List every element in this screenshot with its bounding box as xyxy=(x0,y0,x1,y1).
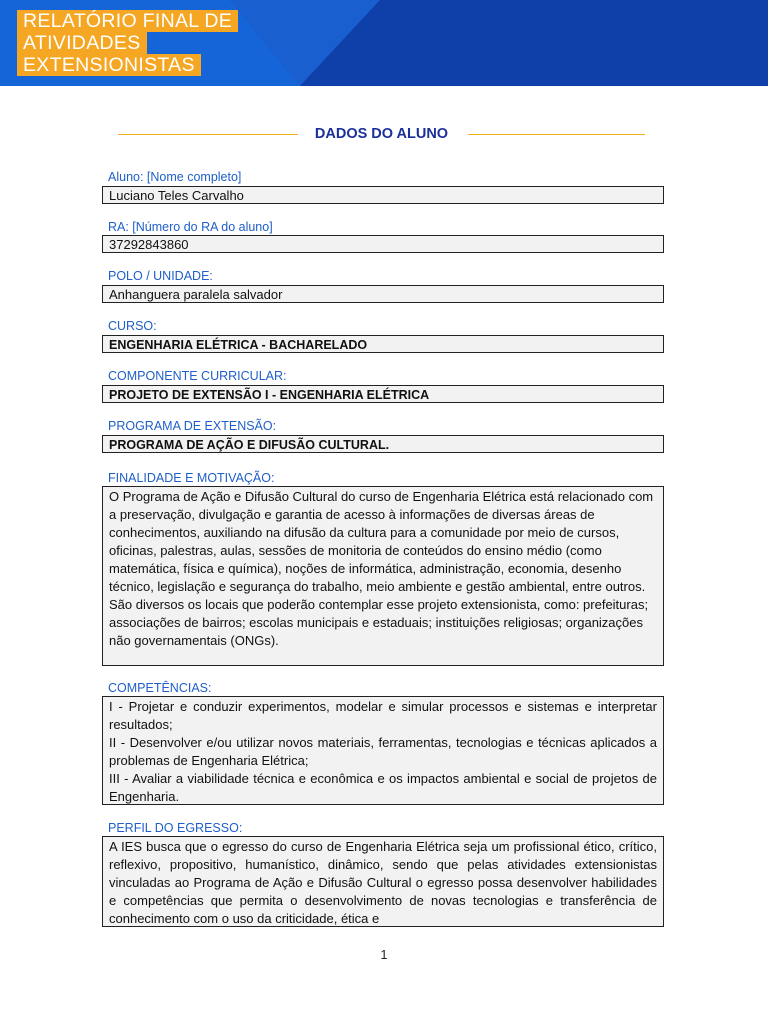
report-title-line-2: ATIVIDADES xyxy=(17,32,147,54)
polo-label: POLO / UNIDADE: xyxy=(108,269,213,283)
report-title-line-3: EXTENSIONISTAS xyxy=(17,54,201,76)
purpose-label: FINALIDADE E MOTIVAÇÃO: xyxy=(108,471,275,485)
report-title-line-1: RELATÓRIO FINAL DE xyxy=(17,10,238,32)
page-number: 1 xyxy=(380,948,388,962)
header-banner xyxy=(0,0,768,86)
ra-label: RA: [Número do RA do aluno] xyxy=(108,220,273,234)
graduate-profile-field: A IES busca que o egresso do curso de Engenharia Elétrica seja um profissional ético, crítico, reflexivo, propositivo, humanístico, dinâmico, sendo que pelas atividades extensionistas vinculadas ao Programa de Ação e Difusão Cultural o egresso possa desenvolver habilidades e competências que permita o desenvolvimento de novas tecnologias e transferência de conhecimento com o uso da criticidade, ética e xyxy=(102,836,664,927)
course-label: CURSO: xyxy=(108,319,157,333)
competencies-field xyxy=(102,696,664,805)
section-heading xyxy=(118,124,645,144)
polo-field: Anhanguera paralela salvador xyxy=(102,285,664,303)
competency-item-3: III - Avaliar a viabilidade técnica e econômica e os impactos ambiental e social de projetos de Engenharia. xyxy=(109,771,657,804)
graduate-profile-label: PERFIL DO EGRESSO: xyxy=(108,821,243,835)
competency-item-1: I - Projetar e conduzir experimentos, modelar e simular processos e sistemas e interpretar resultados; xyxy=(109,699,657,732)
course-field: ENGENHARIA ELÉTRICA - BACHARELADO xyxy=(102,335,664,353)
curricular-component-field: PROJETO DE EXTENSÃO I - ENGENHARIA ELÉTRICA xyxy=(102,385,664,403)
curricular-component-label: COMPONENTE CURRICULAR: xyxy=(108,369,287,383)
competency-item-2: II - Desenvolver e/ou utilizar novos materiais, ferramentas, tecnologias e técnicas aplicados a problemas de Engenharia Elétrica; xyxy=(109,735,657,768)
section-title: DADOS DO ALUNO xyxy=(314,126,449,142)
extension-program-field: PROGRAMA DE AÇÃO E DIFUSÃO CULTURAL. xyxy=(102,435,664,453)
student-name-field: Luciano Teles Carvalho xyxy=(102,186,664,204)
competencies-label: COMPETÊNCIAS: xyxy=(108,681,212,695)
purpose-field: O Programa de Ação e Difusão Cultural do curso de Engenharia Elétrica está relacionado com a preservação, divulgação e garantia de acesso à informações de diversas áreas de conhecimentos, auxiliando na difusão da cultura para a comunidade por meio de cursos, oficinas, palestras, aulas, sessões de monitoria de conteúdos do ensino médio (como matemática, física e química), noções de informática, administração, economia, desenho técnico, legislação e segurança do trabalho, meio ambiente e gestão ambiental, entre outros. São diversos os locais que poderão contemplar esse projeto extensionista, como: prefeituras; associações de bairros; escolas municipais e estaduais; instituições religiosas; organizações não governamentais (ONGs). xyxy=(102,486,664,666)
ra-field: 37292843860 xyxy=(102,235,664,253)
extension-program-label: PROGRAMA DE EXTENSÃO: xyxy=(108,419,277,433)
student-name-label: Aluno: [Nome completo] xyxy=(108,170,242,184)
